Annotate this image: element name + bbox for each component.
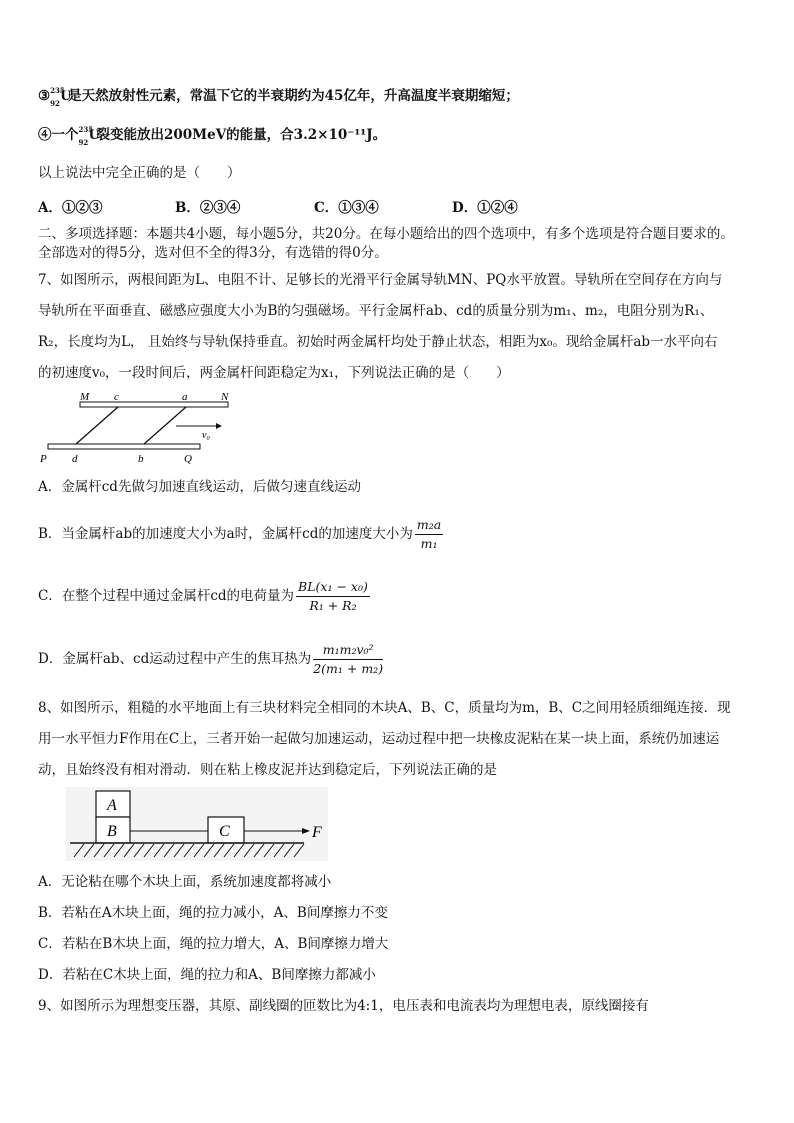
uranium-235-symbol: 235 92 U <box>78 124 100 147</box>
label-v0: v₀ <box>202 430 210 441</box>
statement-4-text: 裂变能放出200MeV的能量，合3.2×10⁻¹¹J。 <box>96 127 387 143</box>
q6-option-d: D．①②④ <box>452 200 518 216</box>
statement-4-marker: ④一个 <box>38 127 79 143</box>
q6-option-c: C．①③④ <box>314 200 379 216</box>
q7-option-b: B．当金属杆ab的加速度大小为a时，金属杆cd的加速度大小为 $\frac{\text{m₂a}}{\text{m₁}}$ <box>38 517 442 551</box>
q7-option-a: A．金属杆cd先做匀加速直线运动，后做匀速直线运动 <box>38 479 361 495</box>
q7-option-d: D．金属杆ab、cd运动过程中产生的焦耳热为 $\frac{\text{m₁m₂v₀²}}{\text{2(m₁ + m₂)}}$ <box>38 642 384 676</box>
label-b: b <box>138 453 144 465</box>
label-F: F <box>312 824 322 841</box>
q8-option-c: C．若粘在B木块上面，绳的拉力增大，A、B间摩擦力增大 <box>38 936 389 952</box>
q7-stem-line1: 7、如图所示，两根间距为L、电阻不计、足够长的光滑平行金属导轨MN、PQ水平放置。导轨所在空间存在方向与 <box>38 272 723 288</box>
label-N: N <box>221 391 229 403</box>
q6-option-b: B．②③④ <box>175 200 241 216</box>
label-P: P <box>40 453 47 465</box>
q6-option-a: A．①②③ <box>38 200 103 216</box>
label-C: C <box>219 823 230 840</box>
q6-prompt: 以上说法中完全正确的是（ ） <box>38 165 241 181</box>
q8-option-b: B．若粘在A木块上面，绳的拉力减小，A、B间摩擦力不变 <box>38 905 388 921</box>
q7-option-c-fraction: $\frac{\text{BL(x₁ − x₀)}}{\text{R₁ + R₂}}$ <box>298 579 368 613</box>
label-a: a <box>182 391 188 403</box>
rails-figure <box>38 390 238 465</box>
q8-option-a: A．无论粘在哪个木块上面，系统加速度都将减小 <box>38 874 332 890</box>
rail-pq <box>48 444 200 449</box>
label-Q: Q <box>184 453 192 465</box>
statement-3 <box>38 85 519 108</box>
q7-stem-line3: R₂，长度均为L， 且始终与导轨保持垂直。初始时两金属杆均处于静止状态，相距为x₀。现给金属杆ab一水平向右 <box>38 334 718 350</box>
label-A: A <box>107 797 117 814</box>
label-c: c <box>114 391 119 403</box>
rod-cd <box>76 407 118 444</box>
label-d: d <box>72 453 78 465</box>
statement-3-text: 是天然放射性元素，常温下它的半衰期约为45亿年，升高温度半衰期缩短； <box>68 88 519 104</box>
q7-stem-line2: 导轨所在平面垂直、磁感应强度大小为B的匀强磁场。平行金属杆ab、cd的质量分别为m₁、m₂，电阻分别为R₁、 <box>38 303 714 319</box>
q8-stem-line2: 用一水平恒力F作用在C上，三者开始一起做匀加速运动，运动过程中把一块橡皮泥粘在某一块上面，系统仍加速运 <box>38 731 720 747</box>
uranium-235-symbol: 235 92 U <box>50 85 72 108</box>
section-heading-line2: 全部选对的得5分，选对但不全的得3分，有选错的得0分。 <box>38 245 388 261</box>
blocks-figure <box>66 787 328 861</box>
q8-stem-line3: 动，且始终没有相对滑动．则在粘上橡皮泥并达到稳定后，下列说法正确的是 <box>38 762 497 778</box>
section-heading-line1: 二、多项选择题：本题共4小题，每小题5分，共20分。在每小题给出的四个选项中，有多个选项是符合题目要求的。 <box>38 226 734 242</box>
q8-option-d: D．若粘在C木块上面，绳的拉力和A、B间摩擦力都减小 <box>38 967 376 983</box>
q7-option-c: C．在整个过程中通过金属杆cd的电荷量为 $\frac{\text{BL(x₁ − x₀)}}{\text{R₁ + R₂}}$ <box>38 579 368 613</box>
label-B: B <box>107 823 117 840</box>
q7-stem-line4: 的初速度v₀，一段时间后，两金属杆间距稳定为x₁，下列说法正确的是（ ） <box>38 365 510 381</box>
q8-stem-line1: 8、如图所示，粗糙的水平地面上有三块材料完全相同的木块A、B、C，质量均为m，B、C之间用轻质细绳连接．现 <box>38 700 731 716</box>
rail-mn <box>80 402 228 407</box>
q7-option-d-fraction: $\frac{\text{m₁m₂v₀²}}{\text{2(m₁ + m₂)}}$ <box>313 642 384 676</box>
velocity-arrowhead <box>216 423 222 429</box>
statement-4 <box>38 124 387 147</box>
statement-3-marker: ③ <box>38 88 51 104</box>
label-M: M <box>80 391 90 403</box>
q9-stem-line1: 9、如图所示为理想变压器，其原、副线圈的匝数比为4:1，电压表和电流表均为理想电表，原线圈接有 <box>38 998 649 1014</box>
q7-option-b-fraction: $\frac{\text{m₂a}}{\text{m₁}}$ <box>416 517 442 551</box>
